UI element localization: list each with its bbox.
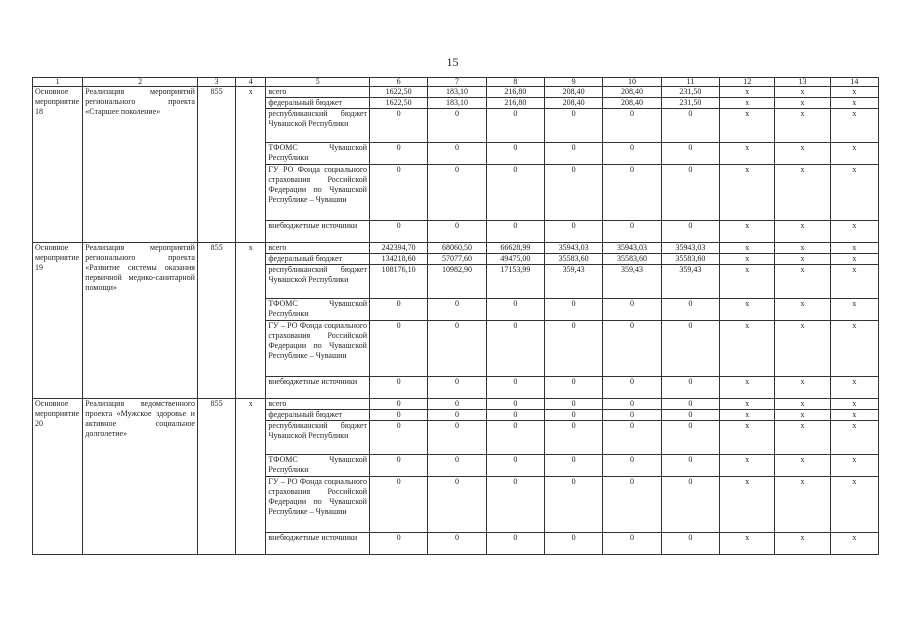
value-cell: 231,50 [661,87,719,98]
value-cell: 0 [661,377,719,399]
value-cell: 0 [428,165,486,221]
value-cell: 0 [369,421,427,455]
table-row [33,243,879,254]
funding-source-cell: ТФОМС Чувашской Республики [266,143,370,165]
value-cell: 0 [545,455,603,477]
value-cell: 208,40 [603,87,661,98]
value-cell: 0 [603,399,661,410]
value-cell: 134218,60 [369,254,427,265]
x-mark-cell: x [720,455,775,477]
value-cell: 0 [545,299,603,321]
value-cell: 0 [486,221,544,243]
x-mark-cell: x [775,377,830,399]
header-cell: 11 [661,78,719,87]
col4-cell: x [236,87,266,243]
value-cell: 10982,90 [428,265,486,299]
project-name-cell: Реализация ведомственного проекта «Мужское здоровье и активное социальное долголетие» [83,399,198,555]
value-cell: 0 [369,143,427,165]
value-cell: 0 [486,399,544,410]
x-mark-cell: x [775,221,830,243]
x-mark-cell: x [830,221,878,243]
value-cell: 1622,50 [369,87,427,98]
value-cell: 0 [486,455,544,477]
x-mark-cell: x [775,265,830,299]
header-cell: 5 [266,78,370,87]
value-cell: 0 [603,221,661,243]
value-cell: 0 [661,421,719,455]
x-mark-cell: x [830,377,878,399]
value-cell: 208,40 [545,98,603,109]
header-cell: 14 [830,78,878,87]
header-cell: 3 [197,78,235,87]
value-cell: 0 [545,533,603,555]
x-mark-cell: x [775,399,830,410]
x-mark-cell: x [720,109,775,143]
x-mark-cell: x [830,533,878,555]
x-mark-cell: x [775,410,830,421]
value-cell: 0 [603,421,661,455]
x-mark-cell: x [775,421,830,455]
funding-source-cell: ТФОМС Чувашской Республики [266,299,370,321]
value-cell: 108176,10 [369,265,427,299]
value-cell: 66628,99 [486,243,544,254]
value-cell: 35583,60 [603,254,661,265]
value-cell: 0 [661,477,719,533]
x-mark-cell: x [720,165,775,221]
x-mark-cell: x [720,377,775,399]
value-cell: 0 [428,143,486,165]
header-cell: 8 [486,78,544,87]
value-cell: 0 [369,533,427,555]
value-cell: 0 [545,421,603,455]
x-mark-cell: x [720,533,775,555]
value-cell: 68060,50 [428,243,486,254]
funding-source-cell: внебюджетные источники [266,221,370,243]
x-mark-cell: x [830,265,878,299]
x-mark-cell: x [775,254,830,265]
x-mark-cell: x [775,321,830,377]
funding-source-cell: федеральный бюджет [266,254,370,265]
funding-source-cell: всего [266,399,370,410]
value-cell: 35583,60 [545,254,603,265]
value-cell: 0 [603,455,661,477]
value-cell: 0 [369,377,427,399]
value-cell: 57077,60 [428,254,486,265]
value-cell: 17153,99 [486,265,544,299]
value-cell: 0 [486,299,544,321]
value-cell: 0 [545,221,603,243]
x-mark-cell: x [775,477,830,533]
project-name-cell: Реализация мероприятий регионального проекта «Старшее поколение» [83,87,198,243]
value-cell: 183,10 [428,98,486,109]
header-cell: 12 [720,78,775,87]
value-cell: 0 [603,143,661,165]
value-cell: 0 [369,299,427,321]
funding-source-cell: всего [266,87,370,98]
value-cell: 0 [428,477,486,533]
x-mark-cell: x [720,221,775,243]
value-cell: 0 [661,143,719,165]
x-mark-cell: x [775,143,830,165]
x-mark-cell: x [830,477,878,533]
x-mark-cell: x [775,299,830,321]
value-cell: 0 [486,477,544,533]
value-cell: 0 [428,109,486,143]
value-cell: 0 [545,377,603,399]
value-cell: 359,43 [661,265,719,299]
code-cell: 855 [197,87,235,243]
value-cell: 0 [428,299,486,321]
x-mark-cell: x [720,243,775,254]
value-cell: 0 [545,399,603,410]
value-cell: 0 [369,455,427,477]
x-mark-cell: x [775,455,830,477]
value-cell: 0 [486,377,544,399]
value-cell: 49475,00 [486,254,544,265]
x-mark-cell: x [775,87,830,98]
funding-source-cell: ГУ – РО Фонда социального страхования Российской Федерации по Чувашской Республике – Чувашии [266,321,370,377]
funding-source-cell: ТФОМС Чувашской Республики [266,455,370,477]
event-cell: Основное мероприятие 19 [33,243,83,399]
value-cell: 0 [428,533,486,555]
value-cell: 0 [369,165,427,221]
funding-source-cell: федеральный бюджет [266,98,370,109]
value-cell: 0 [369,221,427,243]
x-mark-cell: x [830,455,878,477]
value-cell: 0 [545,109,603,143]
col4-cell: x [236,399,266,555]
value-cell: 0 [603,533,661,555]
event-cell: Основное мероприятие 20 [33,399,83,555]
value-cell: 0 [661,109,719,143]
value-cell: 216,80 [486,87,544,98]
value-cell: 35583,60 [661,254,719,265]
header-row [33,78,879,87]
header-cell: 1 [33,78,83,87]
x-mark-cell: x [830,109,878,143]
col4-cell: x [236,243,266,399]
value-cell: 1622,50 [369,98,427,109]
event-cell: Основное мероприятие 18 [33,87,83,243]
x-mark-cell: x [775,109,830,143]
x-mark-cell: x [720,399,775,410]
value-cell: 0 [369,109,427,143]
value-cell: 0 [603,321,661,377]
value-cell: 0 [603,477,661,533]
x-mark-cell: x [720,321,775,377]
header-cell: 4 [236,78,266,87]
value-cell: 0 [661,455,719,477]
value-cell: 0 [369,410,427,421]
funding-table [32,77,879,555]
header-cell: 13 [775,78,830,87]
table-row [33,87,879,98]
value-cell: 242394,70 [369,243,427,254]
value-cell: 216,80 [486,98,544,109]
value-cell: 0 [369,321,427,377]
x-mark-cell: x [720,265,775,299]
x-mark-cell: x [830,410,878,421]
value-cell: 0 [661,221,719,243]
value-cell: 0 [486,143,544,165]
value-cell: 0 [428,399,486,410]
value-cell: 0 [545,321,603,377]
value-cell: 183,10 [428,87,486,98]
x-mark-cell: x [830,254,878,265]
x-mark-cell: x [830,399,878,410]
value-cell: 0 [428,377,486,399]
value-cell: 0 [486,410,544,421]
value-cell: 0 [428,221,486,243]
funding-source-cell: всего [266,243,370,254]
funding-source-cell: федеральный бюджет [266,410,370,421]
value-cell: 231,50 [661,98,719,109]
funding-source-cell: республиканский бюджет Чувашской Республики [266,109,370,143]
value-cell: 0 [428,321,486,377]
x-mark-cell: x [830,87,878,98]
value-cell: 0 [661,410,719,421]
x-mark-cell: x [720,421,775,455]
value-cell: 0 [428,410,486,421]
x-mark-cell: x [830,165,878,221]
value-cell: 0 [369,477,427,533]
value-cell: 0 [545,477,603,533]
value-cell: 0 [486,165,544,221]
header-cell: 6 [369,78,427,87]
funding-source-cell: ГУ – РО Фонда социального страхования Российской Федерации по Чувашской Республике – Чувашии [266,477,370,533]
x-mark-cell: x [775,98,830,109]
x-mark-cell: x [720,254,775,265]
value-cell: 0 [603,165,661,221]
value-cell: 359,43 [603,265,661,299]
value-cell: 0 [603,299,661,321]
funding-source-cell: республиканский бюджет Чувашской Республики [266,265,370,299]
value-cell: 0 [661,299,719,321]
value-cell: 0 [369,399,427,410]
value-cell: 35943,03 [603,243,661,254]
code-cell: 855 [197,399,235,555]
x-mark-cell: x [720,410,775,421]
header-cell: 7 [428,78,486,87]
x-mark-cell: x [720,87,775,98]
x-mark-cell: x [720,98,775,109]
value-cell: 35943,03 [661,243,719,254]
value-cell: 35943,03 [545,243,603,254]
funding-source-cell: внебюджетные источники [266,377,370,399]
value-cell: 0 [603,410,661,421]
value-cell: 0 [486,109,544,143]
x-mark-cell: x [720,143,775,165]
header-cell: 2 [83,78,198,87]
value-cell: 0 [486,533,544,555]
value-cell: 0 [428,421,486,455]
value-cell: 0 [661,165,719,221]
value-cell: 359,43 [545,265,603,299]
value-cell: 208,40 [603,98,661,109]
value-cell: 0 [486,321,544,377]
x-mark-cell: x [775,243,830,254]
x-mark-cell: x [775,533,830,555]
value-cell: 0 [661,321,719,377]
x-mark-cell: x [830,243,878,254]
value-cell: 0 [603,377,661,399]
table-row [33,399,879,410]
x-mark-cell: x [720,299,775,321]
project-name-cell: Реализация мероприятий регионального проекта «Развитие системы оказания первичной медико-санитарной помощи» [83,243,198,399]
value-cell: 0 [428,455,486,477]
header-cell: 10 [603,78,661,87]
value-cell: 0 [661,533,719,555]
funding-source-cell: республиканский бюджет Чувашской Республики [266,421,370,455]
x-mark-cell: x [775,165,830,221]
x-mark-cell: x [830,98,878,109]
value-cell: 0 [661,399,719,410]
value-cell: 0 [545,165,603,221]
funding-source-cell: ГУ РО Фонда социального страхования Российской Федерации по Чувашской Республике – Чувашии [266,165,370,221]
funding-source-cell: внебюджетные источники [266,533,370,555]
x-mark-cell: x [830,143,878,165]
value-cell: 0 [486,421,544,455]
x-mark-cell: x [720,477,775,533]
x-mark-cell: x [830,421,878,455]
value-cell: 0 [603,109,661,143]
header-cell: 9 [545,78,603,87]
code-cell: 855 [197,243,235,399]
x-mark-cell: x [830,299,878,321]
value-cell: 208,40 [545,87,603,98]
page-number: 15 [446,55,459,69]
x-mark-cell: x [830,321,878,377]
value-cell: 0 [545,143,603,165]
value-cell: 0 [545,410,603,421]
